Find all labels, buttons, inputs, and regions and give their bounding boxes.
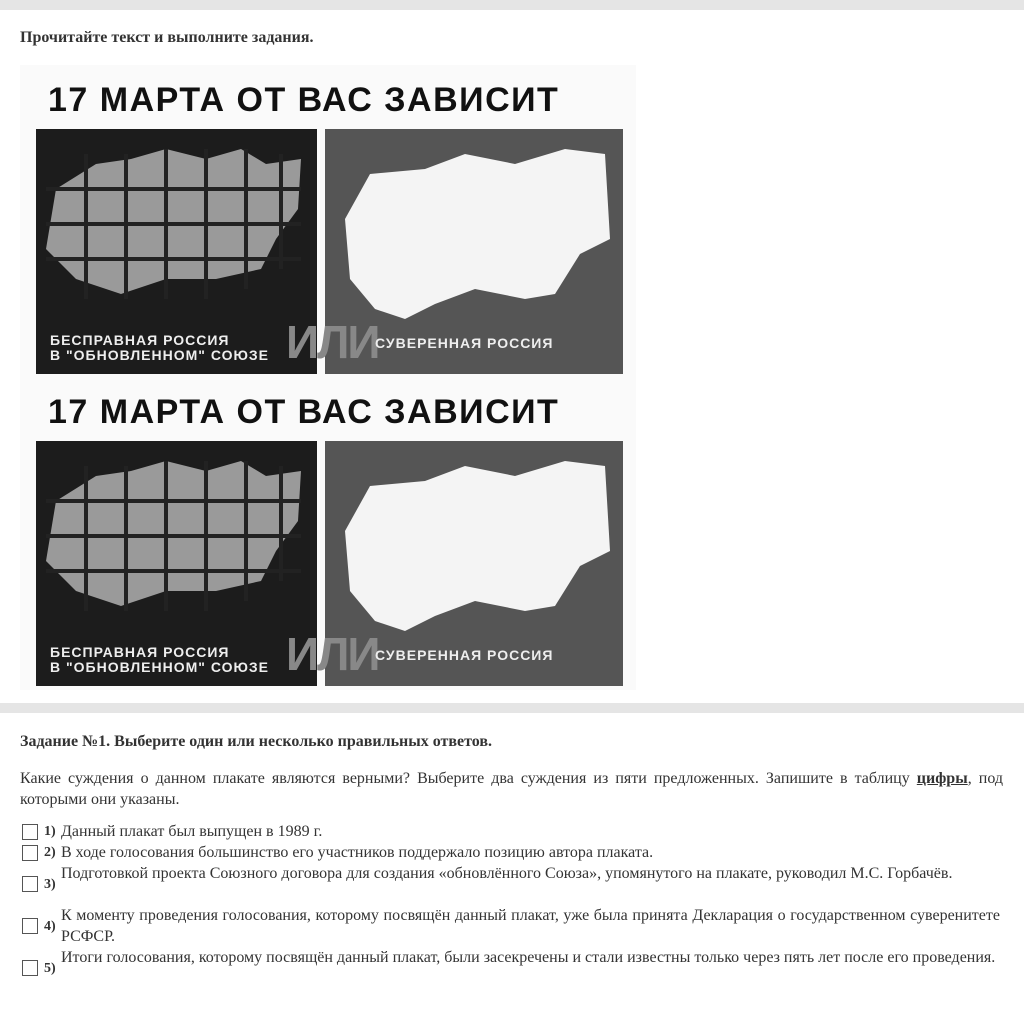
poster-image — [20, 65, 636, 378]
intro-heading: Прочитайте текст и выполните задания. — [20, 29, 314, 46]
option-number: 1) — [44, 824, 56, 839]
or-label: ИЛИ — [286, 316, 379, 368]
task-title: Задание №1. Выберите один или несколько правильных ответов. — [20, 733, 493, 750]
left-caption-line1: БЕСПРАВНАЯ РОССИЯ — [50, 332, 230, 348]
option-text: Данный плакат был выпущен в 1989 г. — [61, 823, 323, 840]
option-text: К моменту проведения голосования, которому посвящён данный плакат, уже была принята Декларация о государственном суверенитете РСФСР. — [61, 907, 1000, 945]
option-checkbox[interactable] — [22, 918, 38, 934]
left-caption — [50, 645, 269, 675]
option-text: Итоги голосования, которому посвящён данный плакат, были засекречены и стали известны только через пять лет после его проведения. — [61, 949, 996, 966]
top-divider — [0, 0, 1024, 10]
left-caption-line2: В "ОБНОВЛЕННОМ" СОЮЗЕ — [50, 347, 270, 363]
option-number: 3) — [44, 877, 56, 892]
left-caption — [50, 333, 269, 363]
option-text: Подготовкой проекта Союзного договора для создания «обновлённого Союза», упомянутого на плакате, руководил М.С. Горбачёв. — [61, 865, 953, 882]
question-bold: цифры — [916, 770, 968, 787]
poster-title: 17 МАРТА ОТ ВАС ЗАВИСИТ — [48, 81, 560, 119]
left-caption-line1: БЕСПРАВНАЯ РОССИЯ — [50, 644, 230, 660]
poster-title: 17 МАРТА ОТ ВАС ЗАВИСИТ — [48, 393, 560, 431]
section-divider — [0, 703, 1024, 713]
question-part1: Какие суждения о данном плакате являются верными? Выберите два суждения из пяти предложенных. Запишите в таблицу — [20, 770, 917, 787]
option-number: 2) — [44, 845, 56, 860]
question-text — [20, 768, 1003, 810]
option-text: В ходе голосования большинство его участников поддержало позицию автора плаката. — [61, 844, 654, 861]
right-caption: СУВЕРЕННАЯ РОССИЯ — [375, 647, 554, 663]
option-checkbox[interactable] — [22, 876, 38, 892]
or-label: ИЛИ — [286, 628, 379, 680]
poster-image-duplicate — [20, 377, 636, 690]
left-caption-line2: В "ОБНОВЛЕННОМ" СОЮЗЕ — [50, 659, 270, 675]
question-part2: , под которыми они указаны. — [20, 770, 1003, 808]
option-checkbox[interactable] — [22, 824, 38, 840]
option-number: 4) — [44, 919, 56, 934]
option-checkbox[interactable] — [22, 845, 38, 861]
option-number: 5) — [44, 961, 56, 976]
option-checkbox[interactable] — [22, 960, 38, 976]
right-caption: СУВЕРЕННАЯ РОССИЯ — [375, 335, 554, 351]
